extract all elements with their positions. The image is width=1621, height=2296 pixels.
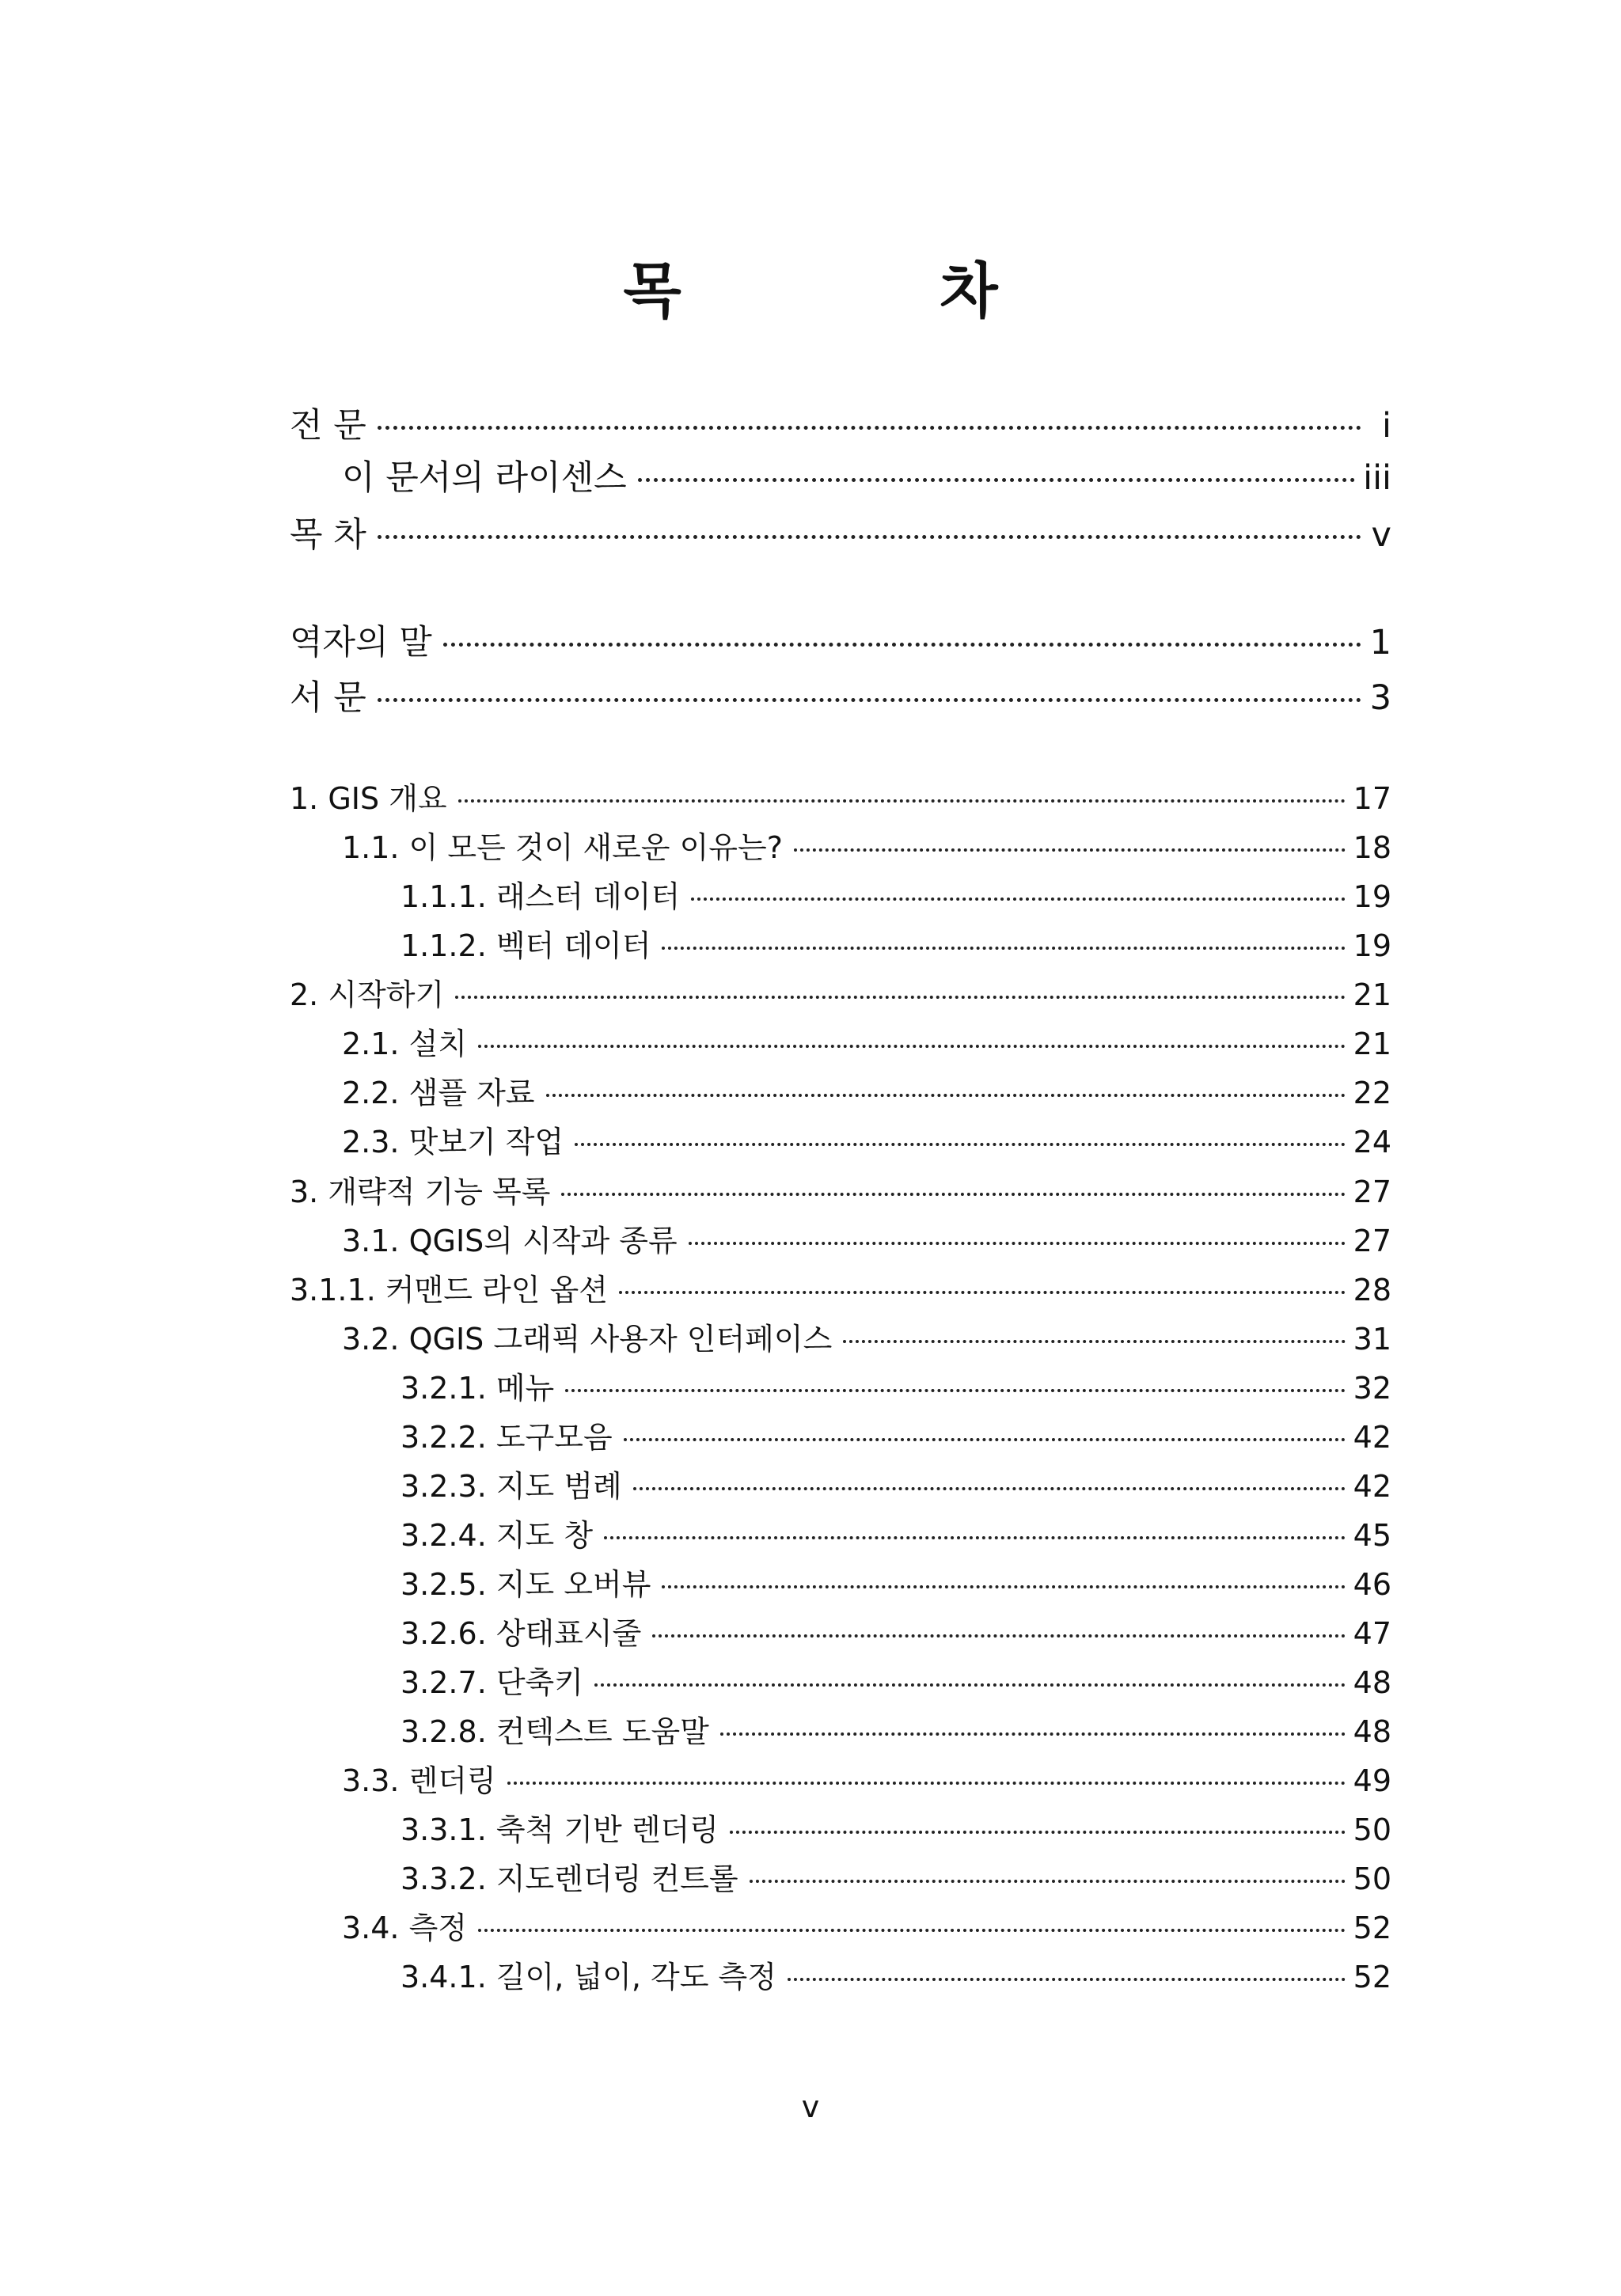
toc-entry-page-number: 49	[1353, 1763, 1391, 1798]
toc-entry-page-number: 48	[1353, 1665, 1391, 1700]
toc-entry[interactable]	[401, 921, 1391, 970]
toc-entry-page-number: 21	[1353, 1027, 1391, 1061]
toc-entry-page-number: 24	[1353, 1125, 1391, 1159]
toc-dot-leader	[624, 1438, 1346, 1441]
toc-entry[interactable]	[342, 1068, 1391, 1118]
toc-entry-title: 이 문서의 라이센스	[342, 458, 627, 498]
toc-entry-title: 1.1.1. 래스터 데이터	[401, 879, 681, 914]
toc-entry[interactable]	[401, 1609, 1391, 1658]
toc-entry[interactable]	[290, 1266, 1391, 1315]
toc-entry[interactable]	[290, 397, 1391, 454]
toc-entry-title: 1.1.2. 벡터 데이터	[401, 928, 651, 963]
toc-entry[interactable]	[401, 1658, 1391, 1707]
toc-entry[interactable]	[342, 823, 1391, 872]
toc-entry-page-number: iii	[1363, 458, 1391, 498]
toc-entry-title: 3. 개략적 기능 목록	[290, 1175, 551, 1209]
toc-dot-leader	[378, 426, 1361, 430]
toc-entry-title: 3.4.1. 길이, 넓이, 각도 측정	[401, 1960, 776, 1994]
toc-dot-leader	[594, 1683, 1346, 1687]
toc-entry-page-number: 50	[1353, 1812, 1391, 1847]
toc-entry-page-number: 45	[1353, 1518, 1391, 1553]
toc-entry[interactable]	[342, 450, 1391, 507]
toc-entry-title: 3.2.2. 도구모음	[401, 1420, 613, 1455]
toc-dot-leader	[478, 1929, 1346, 1932]
toc-entry[interactable]	[290, 614, 1391, 671]
toc-dot-leader	[652, 1634, 1345, 1638]
page-title: 목 차	[623, 256, 1117, 326]
toc-entry[interactable]	[290, 774, 1391, 823]
toc-entry-title: 3.2.6. 상태표시줄	[401, 1616, 642, 1651]
toc-entry-page-number: i	[1382, 406, 1391, 446]
toc-dot-leader	[750, 1880, 1346, 1883]
toc-entry-page-number: 19	[1353, 879, 1391, 914]
toc-dot-leader	[843, 1340, 1345, 1343]
toc-entry-page-number: 52	[1353, 1960, 1391, 1994]
toc-dot-leader	[378, 698, 1361, 702]
toc-dot-leader	[633, 1487, 1346, 1490]
toc-entry[interactable]	[342, 1118, 1391, 1167]
toc-entry[interactable]	[401, 1854, 1391, 1903]
toc-dot-leader	[720, 1732, 1346, 1736]
toc-entry[interactable]	[342, 1019, 1391, 1068]
toc-entry-title: 3.2.7. 단축키	[401, 1665, 583, 1700]
toc-dot-leader	[730, 1831, 1346, 1834]
toc-dot-leader	[619, 1291, 1346, 1294]
toc-entry-page-number: 17	[1353, 781, 1391, 816]
toc-entry-page-number: 1	[1369, 623, 1391, 662]
toc-entry-title: 2. 시작하기	[290, 977, 445, 1012]
toc-dot-leader	[794, 848, 1346, 852]
toc-entry-page-number: 32	[1353, 1371, 1391, 1406]
toc-dot-leader	[788, 1978, 1346, 1981]
toc-dot-leader	[565, 1389, 1345, 1392]
toc-entry[interactable]	[401, 1953, 1391, 2002]
toc-entry[interactable]	[401, 1462, 1391, 1511]
toc-entry[interactable]	[290, 1167, 1391, 1216]
toc-entry-title: 목 차	[290, 515, 366, 555]
toc-entry[interactable]	[290, 670, 1391, 727]
toc-entry-page-number: 18	[1353, 830, 1391, 865]
toc-entry-title: 3.2.8. 컨텍스트 도움말	[401, 1714, 709, 1749]
toc-entry[interactable]	[401, 1364, 1391, 1413]
toc-entry[interactable]	[342, 1903, 1391, 1953]
toc-entry-page-number: 42	[1353, 1469, 1391, 1504]
toc-entry[interactable]	[401, 872, 1391, 921]
toc-entry[interactable]	[401, 1413, 1391, 1462]
toc-entry-page-number: 3	[1369, 678, 1391, 718]
toc-entry-title: 3.2.4. 지도 창	[401, 1518, 594, 1553]
toc-entry-title: 3.2. QGIS 그래픽 사용자 인터페이스	[342, 1322, 833, 1357]
toc-entry-page-number: 50	[1353, 1861, 1391, 1896]
toc-dot-leader	[546, 1094, 1346, 1097]
toc-entry-title: 1.1. 이 모든 것이 새로운 이유는?	[342, 830, 783, 865]
toc-entry-page-number: 48	[1353, 1714, 1391, 1749]
toc-entry-title: 3.1. QGIS의 시작과 종류	[342, 1224, 678, 1258]
toc-entry[interactable]	[401, 1707, 1391, 1756]
toc-entry-title: 전 문	[290, 406, 366, 446]
toc-entry-page-number: 52	[1353, 1911, 1391, 1945]
toc-entry-page-number: 22	[1353, 1076, 1391, 1110]
toc-entry-page-number: 28	[1353, 1273, 1391, 1307]
toc-entry[interactable]	[401, 1805, 1391, 1854]
toc-entry[interactable]	[290, 507, 1391, 564]
toc-entry[interactable]	[290, 970, 1391, 1019]
toc-entry-page-number: 27	[1353, 1224, 1391, 1258]
toc-entry-title: 1. GIS 개요	[290, 781, 447, 816]
toc-entry-title: 3.2.5. 지도 오버뷰	[401, 1567, 651, 1602]
toc-entry-title: 3.2.1. 메뉴	[401, 1371, 555, 1406]
toc-entry[interactable]	[401, 1511, 1391, 1560]
toc-dot-leader	[604, 1536, 1346, 1539]
toc-entry-title: 2.3. 맛보기 작업	[342, 1125, 564, 1159]
toc-entry-page-number: 47	[1353, 1616, 1391, 1651]
toc-dot-leader	[458, 799, 1346, 803]
toc-entry[interactable]	[401, 1560, 1391, 1609]
toc-entry-page-number: v	[1371, 515, 1391, 555]
toc-dot-leader	[638, 478, 1356, 482]
toc-entry-title: 2.1. 설치	[342, 1027, 468, 1061]
toc-entry-title: 서 문	[290, 678, 366, 718]
toc-entry-title: 3.3.2. 지도렌더링 컨트롤	[401, 1861, 738, 1896]
footer-page-number: v	[801, 2089, 820, 2124]
toc-entry-page-number: 27	[1353, 1175, 1391, 1209]
toc-entry-page-number: 42	[1353, 1420, 1391, 1455]
toc-entry-title: 3.2.3. 지도 범례	[401, 1469, 622, 1504]
toc-entry-title: 3.1.1. 커맨드 라인 옵션	[290, 1273, 608, 1307]
toc-entry-title: 3.3. 렌더링	[342, 1763, 496, 1798]
toc-entry-title: 역자의 말	[290, 623, 432, 662]
toc-dot-leader	[662, 947, 1345, 950]
toc-dot-leader	[507, 1782, 1346, 1785]
toc-dot-leader	[662, 1585, 1345, 1588]
toc-entry-page-number: 31	[1353, 1322, 1391, 1357]
toc-entry[interactable]	[342, 1315, 1391, 1364]
toc-entry-title: 3.3.1. 축척 기반 렌더링	[401, 1812, 719, 1847]
toc-dot-leader	[478, 1045, 1346, 1048]
toc-dot-leader	[378, 535, 1361, 539]
toc-entry-page-number: 46	[1353, 1567, 1391, 1602]
toc-entry[interactable]	[342, 1756, 1391, 1805]
toc-entry-page-number: 19	[1353, 928, 1391, 963]
toc-dot-leader	[689, 1242, 1346, 1245]
toc-dot-leader	[443, 643, 1361, 647]
toc-dot-leader	[561, 1193, 1345, 1196]
toc-entry-title: 3.4. 측정	[342, 1911, 468, 1945]
toc-dot-leader	[575, 1143, 1345, 1146]
toc-dot-leader	[455, 996, 1345, 999]
toc-entry-page-number: 21	[1353, 977, 1391, 1012]
toc-entry-title: 2.2. 샘플 자료	[342, 1076, 535, 1110]
toc-entry[interactable]	[342, 1216, 1391, 1266]
toc-dot-leader	[691, 898, 1345, 901]
